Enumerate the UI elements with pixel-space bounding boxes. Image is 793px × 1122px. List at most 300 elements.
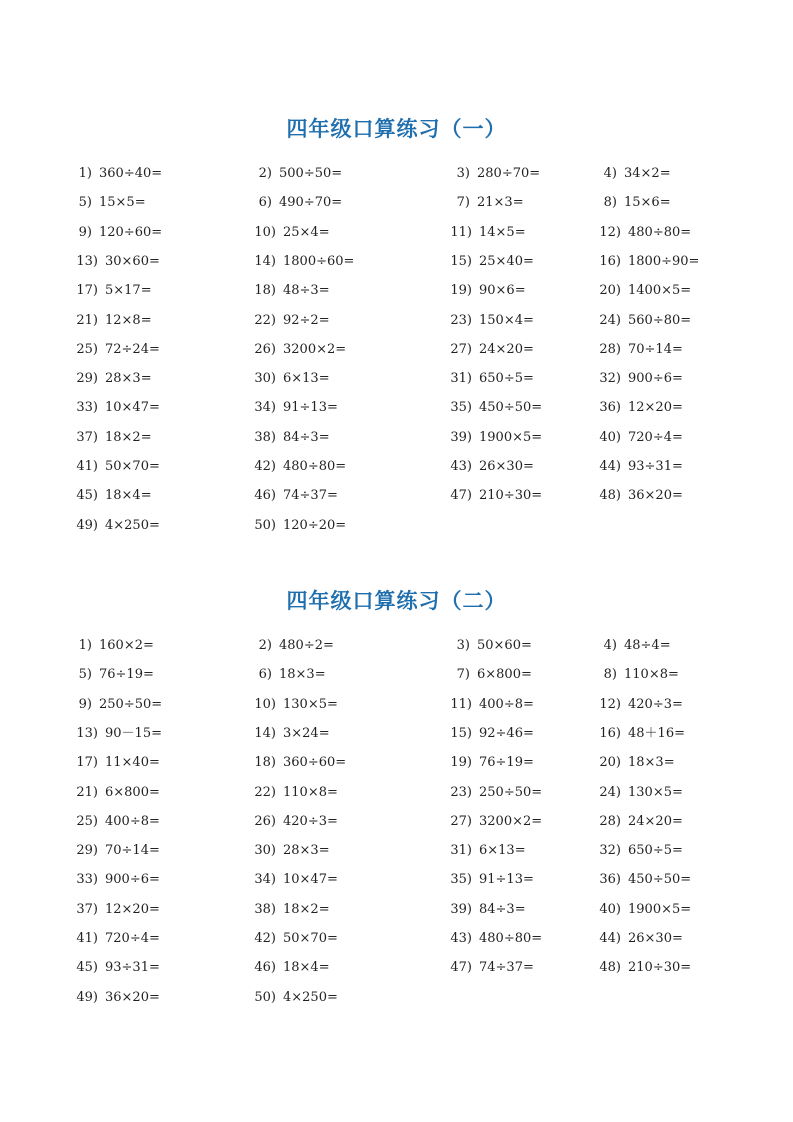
problem-number: 49)	[76, 990, 98, 1005]
problem-number: 39)	[450, 902, 472, 917]
problem-expression: 480÷2=	[279, 638, 334, 653]
problem-number: 25)	[76, 814, 98, 829]
problem-item	[252, 638, 334, 654]
problem-number: 15)	[450, 254, 472, 269]
problem-expression: 130×5=	[628, 785, 683, 800]
problem-expression: 74÷37=	[283, 488, 338, 503]
problem-item	[595, 667, 679, 683]
problem-item	[448, 254, 534, 270]
problem-expression: 18×3=	[628, 755, 675, 770]
problem-expression: 12×20=	[105, 902, 160, 917]
problem-number: 19)	[450, 283, 472, 298]
problem-number: 20)	[599, 283, 621, 298]
problem-item	[72, 225, 162, 241]
problem-expression: 18×3=	[279, 667, 326, 682]
problem-expression: 28×3=	[283, 843, 330, 858]
problem-expression: 480÷80=	[479, 931, 543, 946]
problem-expression: 3×24=	[283, 726, 330, 741]
problem-item	[72, 313, 152, 329]
problem-number: 34)	[254, 400, 276, 415]
problem-expression: 150×4=	[479, 313, 534, 328]
problem-item	[448, 902, 526, 918]
problem-item	[72, 254, 160, 270]
problem-expression: 21×3=	[477, 195, 524, 210]
problem-expression: 1800÷90=	[628, 254, 700, 269]
problem-expression: 110×8=	[624, 667, 679, 682]
problem-item	[595, 726, 685, 742]
problem-expression: 720÷4=	[105, 931, 160, 946]
problem-expression: 450÷50=	[628, 872, 692, 887]
problem-number: 3)	[456, 166, 470, 181]
problem-item	[448, 400, 542, 416]
problem-item	[448, 638, 532, 654]
problem-number: 33)	[76, 872, 98, 887]
problem-expression: 6×800=	[105, 785, 160, 800]
problem-number: 36)	[599, 400, 621, 415]
problem-item	[252, 667, 326, 683]
problem-item	[595, 960, 691, 976]
problem-number: 29)	[76, 371, 98, 386]
problem-item	[72, 697, 162, 713]
problem-number: 6)	[258, 667, 272, 682]
problem-number: 45)	[76, 960, 98, 975]
problem-item	[595, 430, 683, 446]
problem-expression: 76÷19=	[99, 667, 154, 682]
problem-expression: 70÷14=	[105, 843, 160, 858]
problem-item	[595, 225, 691, 241]
problem-number: 37)	[76, 430, 98, 445]
problem-expression: 25×40=	[479, 254, 534, 269]
problem-number: 50)	[254, 518, 276, 533]
problem-number: 9)	[78, 697, 92, 712]
problem-item	[448, 430, 542, 446]
problem-item	[595, 843, 683, 859]
problem-number: 1)	[78, 638, 92, 653]
problem-item	[448, 283, 526, 299]
problem-expression: 3200×2=	[479, 814, 543, 829]
problem-expression: 3200×2=	[283, 342, 347, 357]
problem-expression: 210÷30=	[479, 488, 543, 503]
problem-number: 43)	[450, 931, 472, 946]
problem-item	[72, 814, 160, 830]
problem-expression: 250÷50=	[99, 697, 163, 712]
problem-item	[448, 843, 526, 859]
problem-item	[448, 225, 526, 241]
problem-expression: 36×20=	[105, 990, 160, 1005]
problem-expression: 28×3=	[105, 371, 152, 386]
problem-number: 28)	[599, 342, 621, 357]
problem-number: 16)	[599, 726, 621, 741]
problem-number: 4)	[603, 166, 617, 181]
problem-number: 22)	[254, 313, 276, 328]
problem-expression: 18×4=	[283, 960, 330, 975]
problem-number: 42)	[254, 931, 276, 946]
problem-item	[595, 371, 683, 387]
problem-number: 37)	[76, 902, 98, 917]
problem-number: 27)	[450, 814, 472, 829]
problem-number: 4)	[603, 638, 617, 653]
problem-expression: 120÷60=	[99, 225, 163, 240]
problem-number: 47)	[450, 488, 472, 503]
problem-number: 38)	[254, 430, 276, 445]
problem-item	[448, 726, 534, 742]
problem-expression: 26×30=	[628, 931, 683, 946]
problem-number: 44)	[599, 931, 621, 946]
problem-item	[448, 814, 542, 830]
problem-expression: 650÷5=	[479, 371, 534, 386]
problem-number: 41)	[76, 459, 98, 474]
problem-expression: 360÷60=	[283, 755, 347, 770]
problem-number: 2)	[258, 638, 272, 653]
problem-item	[595, 166, 671, 182]
problem-number: 26)	[254, 814, 276, 829]
problem-item	[252, 283, 330, 299]
problem-item	[72, 195, 146, 211]
problem-expression: 30×60=	[105, 254, 160, 269]
problem-item	[72, 843, 160, 859]
problem-item	[72, 872, 160, 888]
problem-expression: 72÷24=	[105, 342, 160, 357]
problem-expression: 36×20=	[628, 488, 683, 503]
problem-expression: 18×4=	[105, 488, 152, 503]
problem-expression: 10×47=	[283, 872, 338, 887]
problem-item	[595, 195, 671, 211]
problem-number: 38)	[254, 902, 276, 917]
problem-expression: 400÷8=	[479, 697, 534, 712]
problem-expression: 91÷13=	[283, 400, 338, 415]
problem-expression: 450÷50=	[479, 400, 543, 415]
problem-number: 13)	[76, 254, 98, 269]
problem-number: 19)	[450, 755, 472, 770]
problem-item	[72, 785, 160, 801]
problem-expression: 280÷70=	[477, 166, 541, 181]
problem-number: 44)	[599, 459, 621, 474]
problem-item	[595, 254, 699, 270]
problem-expression: 18×2=	[105, 430, 152, 445]
problem-number: 17)	[76, 755, 98, 770]
problem-item	[252, 872, 338, 888]
problem-number: 30)	[254, 843, 276, 858]
problem-item	[448, 342, 534, 358]
problem-number: 12)	[599, 225, 621, 240]
problem-expression: 900÷6=	[628, 371, 683, 386]
problem-expression: 130×5=	[283, 697, 338, 712]
problem-expression: 18×2=	[283, 902, 330, 917]
problem-item	[72, 430, 152, 446]
problem-item	[72, 342, 160, 358]
problem-number: 1)	[78, 166, 92, 181]
problem-item	[252, 960, 330, 976]
problem-expression: 5×17=	[105, 283, 152, 298]
problem-expression: 90×6=	[479, 283, 526, 298]
problem-number: 27)	[450, 342, 472, 357]
problem-number: 14)	[254, 726, 276, 741]
problem-item	[252, 195, 342, 211]
problem-number: 5)	[78, 667, 92, 682]
problem-number: 16)	[599, 254, 621, 269]
problem-item	[448, 313, 534, 329]
problem-expression: 48÷3=	[283, 283, 330, 298]
problem-expression: 490÷70=	[279, 195, 343, 210]
problem-item	[252, 902, 330, 918]
problem-number: 33)	[76, 400, 98, 415]
problem-expression: 84÷3=	[283, 430, 330, 445]
problem-expression: 24×20=	[479, 342, 534, 357]
problem-item	[595, 902, 691, 918]
problem-number: 35)	[450, 400, 472, 415]
problem-number: 3)	[456, 638, 470, 653]
problem-number: 30)	[254, 371, 276, 386]
problem-number: 11)	[450, 225, 472, 240]
problem-item	[595, 931, 683, 947]
problem-item	[595, 283, 691, 299]
problem-expression: 50×70=	[105, 459, 160, 474]
problem-number: 14)	[254, 254, 276, 269]
problem-item	[252, 755, 346, 771]
problem-item	[595, 814, 683, 830]
problem-expression: 91÷13=	[479, 872, 534, 887]
problem-item	[252, 990, 338, 1006]
problem-item	[448, 785, 542, 801]
problem-expression: 500÷50=	[279, 166, 343, 181]
section-title: 四年级口算练习（二）	[286, 588, 507, 613]
problem-item	[448, 371, 534, 387]
problem-expression: 92÷46=	[479, 726, 534, 741]
problem-item	[252, 726, 330, 742]
problem-expression: 1900×5=	[628, 902, 692, 917]
problem-item	[72, 371, 152, 387]
problem-number: 18)	[254, 283, 276, 298]
problem-number: 50)	[254, 990, 276, 1005]
problem-number: 13)	[76, 726, 98, 741]
problem-item	[72, 400, 160, 416]
problem-item	[72, 667, 154, 683]
problem-item	[252, 785, 338, 801]
problem-number: 32)	[599, 371, 621, 386]
problem-item	[72, 488, 152, 504]
problem-number: 48)	[599, 960, 621, 975]
problem-number: 20)	[599, 755, 621, 770]
problem-number: 23)	[450, 785, 472, 800]
problem-item	[252, 814, 338, 830]
problem-item	[595, 400, 683, 416]
problem-expression: 1800÷60=	[283, 254, 355, 269]
problem-expression: 420÷3=	[283, 814, 338, 829]
problem-item	[72, 726, 162, 742]
problem-item	[595, 755, 675, 771]
section-title: 四年级口算练习（一）	[286, 116, 507, 141]
problem-number: 6)	[258, 195, 272, 210]
problem-number: 8)	[603, 667, 617, 682]
problem-item	[448, 166, 540, 182]
problem-item	[595, 342, 683, 358]
problem-number: 29)	[76, 843, 98, 858]
problem-expression: 250÷50=	[479, 785, 543, 800]
problem-expression: 4×250=	[105, 518, 160, 533]
problem-expression: 6×800=	[477, 667, 532, 682]
problem-item	[448, 459, 534, 475]
problem-number: 31)	[450, 843, 472, 858]
problem-item	[72, 283, 152, 299]
problem-number: 5)	[78, 195, 92, 210]
problem-expression: 84÷3=	[479, 902, 526, 917]
problem-expression: 1900×5=	[479, 430, 543, 445]
problem-expression: 900÷6=	[105, 872, 160, 887]
problem-number: 49)	[76, 518, 98, 533]
problem-item	[448, 931, 542, 947]
problem-number: 21)	[76, 313, 98, 328]
problem-number: 48)	[599, 488, 621, 503]
problem-item	[252, 254, 354, 270]
problem-number: 12)	[599, 697, 621, 712]
problem-expression: 24×20=	[628, 814, 683, 829]
problem-number: 41)	[76, 931, 98, 946]
problem-number: 17)	[76, 283, 98, 298]
problem-number: 25)	[76, 342, 98, 357]
problem-expression: 560÷80=	[628, 313, 692, 328]
problem-item	[595, 697, 683, 713]
problem-expression: 34×2=	[624, 166, 671, 181]
problem-expression: 10×47=	[105, 400, 160, 415]
problem-expression: 90－15=	[105, 726, 162, 741]
problem-item	[595, 638, 671, 654]
problem-expression: 360÷40=	[99, 166, 163, 181]
problem-expression: 50×70=	[283, 931, 338, 946]
problem-expression: 480÷80=	[628, 225, 692, 240]
problem-expression: 93÷31=	[105, 960, 160, 975]
problem-expression: 6×13=	[283, 371, 330, 386]
problem-item	[252, 518, 346, 534]
problem-item	[448, 872, 534, 888]
problem-expression: 650÷5=	[628, 843, 683, 858]
problem-number: 18)	[254, 755, 276, 770]
problem-expression: 6×13=	[479, 843, 526, 858]
problem-expression: 25×4=	[283, 225, 330, 240]
problem-item	[595, 488, 683, 504]
problem-number: 47)	[450, 960, 472, 975]
problem-expression: 48÷4=	[624, 638, 671, 653]
problem-item	[252, 342, 346, 358]
problem-item	[72, 931, 160, 947]
problem-expression: 4×250=	[283, 990, 338, 1005]
problem-item	[252, 371, 330, 387]
problem-expression: 210÷30=	[628, 960, 692, 975]
problem-number: 7)	[456, 195, 470, 210]
problem-number: 34)	[254, 872, 276, 887]
problem-expression: 420÷3=	[628, 697, 683, 712]
problem-item	[252, 459, 346, 475]
problem-item	[448, 195, 524, 211]
problem-number: 35)	[450, 872, 472, 887]
problem-expression: 400÷8=	[105, 814, 160, 829]
problem-expression: 11×40=	[105, 755, 160, 770]
problem-item	[72, 518, 160, 534]
problem-item	[252, 843, 330, 859]
problem-item	[72, 459, 160, 475]
problem-number: 40)	[599, 902, 621, 917]
problem-number: 45)	[76, 488, 98, 503]
problem-number: 10)	[254, 697, 276, 712]
problem-number: 28)	[599, 814, 621, 829]
problem-expression: 15×6=	[624, 195, 671, 210]
problem-number: 36)	[599, 872, 621, 887]
problem-item	[72, 960, 160, 976]
problem-number: 46)	[254, 488, 276, 503]
problem-expression: 14×5=	[479, 225, 526, 240]
problem-number: 15)	[450, 726, 472, 741]
problem-item	[595, 872, 691, 888]
problem-number: 39)	[450, 430, 472, 445]
problem-item	[72, 166, 162, 182]
problem-item	[252, 225, 330, 241]
problem-item	[252, 697, 338, 713]
problem-number: 11)	[450, 697, 472, 712]
problem-number: 9)	[78, 225, 92, 240]
problem-number: 21)	[76, 785, 98, 800]
problem-item	[595, 313, 691, 329]
problem-number: 24)	[599, 785, 621, 800]
problem-number: 26)	[254, 342, 276, 357]
problem-item	[252, 931, 338, 947]
problem-expression: 720÷4=	[628, 430, 683, 445]
problem-expression: 120÷20=	[283, 518, 347, 533]
problem-item	[252, 313, 330, 329]
problem-item	[252, 166, 342, 182]
problem-number: 22)	[254, 785, 276, 800]
problem-expression: 15×5=	[99, 195, 146, 210]
problem-item	[448, 755, 534, 771]
problem-expression: 92÷2=	[283, 313, 330, 328]
problem-number: 32)	[599, 843, 621, 858]
problem-number: 7)	[456, 667, 470, 682]
problem-expression: 50×60=	[477, 638, 532, 653]
problem-item	[72, 990, 160, 1006]
problem-item	[72, 902, 160, 918]
problem-number: 43)	[450, 459, 472, 474]
problem-expression: 160×2=	[99, 638, 154, 653]
problem-item	[72, 638, 154, 654]
problem-expression: 480÷80=	[283, 459, 347, 474]
problem-number: 2)	[258, 166, 272, 181]
problem-item	[72, 755, 160, 771]
problem-expression: 70÷14=	[628, 342, 683, 357]
problem-item	[252, 488, 338, 504]
problem-item	[448, 488, 542, 504]
problem-item	[252, 400, 338, 416]
problem-item	[595, 785, 683, 801]
problem-number: 31)	[450, 371, 472, 386]
problem-number: 10)	[254, 225, 276, 240]
problem-item	[448, 960, 534, 976]
problem-item	[448, 667, 532, 683]
problem-number: 46)	[254, 960, 276, 975]
problem-expression: 12×8=	[105, 313, 152, 328]
problem-expression: 93÷31=	[628, 459, 683, 474]
problem-expression: 48＋16=	[628, 726, 685, 741]
problem-number: 23)	[450, 313, 472, 328]
problem-item	[252, 430, 330, 446]
problem-item	[595, 459, 683, 475]
problem-expression: 74÷37=	[479, 960, 534, 975]
problem-expression: 110×8=	[283, 785, 338, 800]
problem-expression: 26×30=	[479, 459, 534, 474]
problem-number: 8)	[603, 195, 617, 210]
problem-expression: 76÷19=	[479, 755, 534, 770]
problem-number: 24)	[599, 313, 621, 328]
problem-number: 40)	[599, 430, 621, 445]
problem-item	[448, 697, 534, 713]
problem-expression: 1400×5=	[628, 283, 692, 298]
